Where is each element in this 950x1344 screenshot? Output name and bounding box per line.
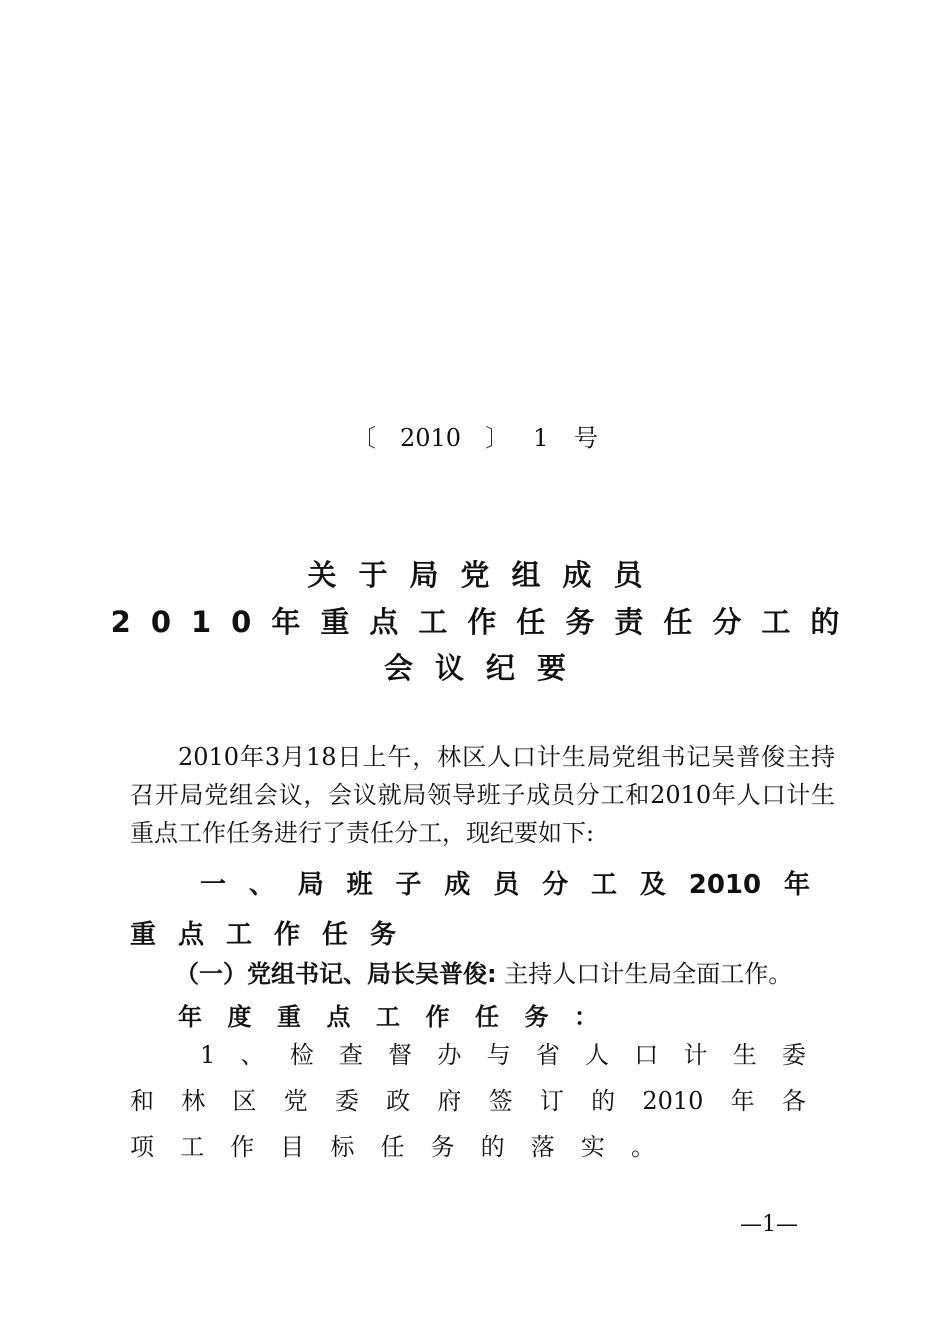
document-number [0,418,950,453]
bracket-close: 〕 [485,424,510,452]
task-item-1 [130,1032,806,1170]
subsection-1 [175,954,792,989]
section-1-heading-line-2: 重点工作任务 [130,920,419,950]
doc-serial: 1 号 [533,424,598,452]
section-1-heading [130,860,810,960]
task-item-1-row-3: 项 工 作 目 标 任 务 的 落 实 。 [130,1133,655,1161]
subsection-1-text: 主持人口计生局全面工作。 [504,960,793,988]
task-item-1-row-2: 和 林 区 党 委 政 府 签 订 的 2010 年 各 [130,1087,806,1115]
task-item-1-row-1: 1 、 检 查 督 办 与 省 人 口 计 生 委 [200,1041,806,1069]
bracket-open: 〔 [352,424,376,452]
subsection-1-label: （一）党组书记、局长吴普俊: [175,960,497,988]
title-line-3: 会议纪要 [383,651,588,685]
title-line-2: 2010年重点工作任务责任分工的 [110,605,860,639]
intro-paragraph: 2010年3月18日上午，林区人口计生局党组书记吴普俊主持召开局党组会议，会议就局领导班子成员分工和2010年人口计生重点工作任务进行了责任分工，现纪要如下: [130,743,835,847]
page-number: —1— [740,1212,798,1237]
annual-tasks-label: 年 度 重 点 工 作 任 务 ： [178,1003,598,1031]
section-1-heading-line-1: 一 、 局 班 子 成 员 分 工 及 2010 年 [200,870,810,900]
title-line-1: 关于局党组成员 [307,558,665,592]
doc-year: 2010 [400,424,462,452]
